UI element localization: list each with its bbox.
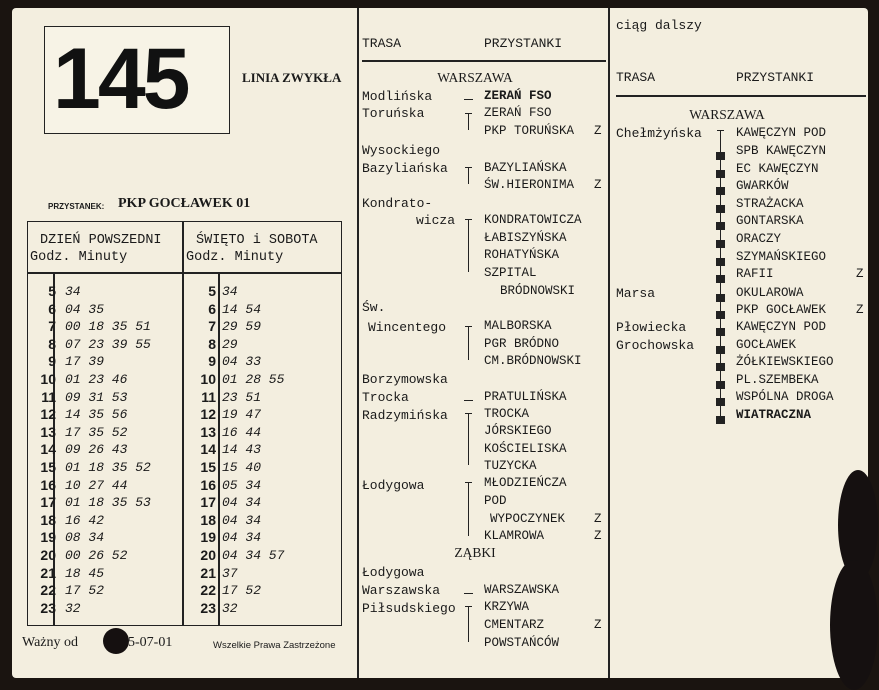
route-dash bbox=[716, 240, 725, 248]
route-dash bbox=[716, 187, 725, 195]
holiday-minutes: 19 47 bbox=[222, 407, 262, 423]
weekday-hour: 13 bbox=[40, 423, 56, 440]
stop-name: POD bbox=[484, 494, 507, 508]
holiday-hour: 8 bbox=[208, 335, 216, 352]
line-number-box bbox=[44, 26, 230, 134]
street-name: Toruńska bbox=[362, 106, 425, 121]
weekday-minutes: 18 45 bbox=[65, 565, 105, 581]
street-name: Wysockiego bbox=[362, 143, 441, 158]
rights-notice: Wszelkie Prawa Zastrzeżone bbox=[213, 640, 336, 651]
stop-name: TUZYCKA bbox=[484, 459, 537, 473]
holiday-hour: 16 bbox=[200, 476, 216, 493]
route-dash bbox=[716, 205, 725, 213]
stop-name: ŚW.HIERONIMA bbox=[484, 178, 575, 192]
weekday-minutes: 10 27 44 bbox=[65, 477, 128, 493]
route-dash bbox=[716, 416, 725, 424]
stop-name: KAWĘCZYN POD bbox=[736, 320, 827, 334]
stop-name: EC KAWĘCZYN bbox=[736, 162, 819, 176]
route-bracket bbox=[468, 326, 469, 360]
holiday-minutes: 15 40 bbox=[222, 460, 262, 475]
route-dash bbox=[464, 99, 473, 100]
stop-name: MŁODZIEŃCZA bbox=[484, 476, 567, 490]
holiday-minutes: 04 34 57 bbox=[222, 548, 285, 563]
weekday-minutes: 01 18 35 53 bbox=[65, 495, 151, 511]
stop-name: ROHATYŃSKA bbox=[484, 248, 560, 262]
route-bracket bbox=[468, 219, 469, 272]
holiday-hour: 6 bbox=[208, 300, 216, 317]
route-tick bbox=[465, 219, 472, 220]
route-header-stops-2: PRZYSTANKI bbox=[736, 70, 815, 85]
route-dash bbox=[716, 311, 725, 319]
route-bracket bbox=[468, 482, 469, 536]
route-dash bbox=[716, 346, 725, 354]
stop-name: PGR BRÓDNO bbox=[484, 337, 560, 351]
stop-name: WIATRACZNA bbox=[736, 408, 812, 422]
weekday-hour: 5 bbox=[48, 283, 56, 299]
stop-name: SZPITAL bbox=[484, 266, 537, 280]
holiday-minutes: 37 bbox=[222, 565, 238, 581]
holiday-minutes: 04 34 bbox=[222, 495, 262, 511]
route-header-trasa: TRASA bbox=[362, 36, 402, 51]
weekday-hour: 22 bbox=[40, 582, 56, 599]
holiday-hour: 21 bbox=[200, 564, 216, 581]
stop-name: ŁABISZYŃSKA bbox=[484, 231, 567, 245]
weekday-minutes: 16 42 bbox=[65, 512, 105, 528]
holiday-minutes: 34 bbox=[222, 284, 238, 299]
street-name: Grochowska bbox=[616, 338, 695, 353]
weekday-minutes: 00 26 52 bbox=[65, 548, 128, 563]
weekday-hour: 6 bbox=[48, 300, 56, 317]
stop-name: CMENTARZ bbox=[484, 618, 545, 632]
stop-name: BRÓDNOWSKI bbox=[500, 284, 576, 298]
route-dash bbox=[716, 363, 725, 371]
weekday-hour: 12 bbox=[40, 406, 56, 423]
route-tick bbox=[465, 113, 472, 114]
weekday-minutes: 00 18 35 51 bbox=[65, 319, 151, 335]
stop-name: POWSTAŃCÓW bbox=[484, 636, 560, 650]
stop-name: ŻÓŁKIEWSKIEGO bbox=[736, 355, 834, 369]
stop-name: WYPOCZYNEK bbox=[490, 512, 566, 526]
route-header-stops: PRZYSTANKI bbox=[484, 36, 563, 51]
city-zabki: ZĄBKI bbox=[454, 545, 496, 560]
street-name: Bazyliańska bbox=[362, 161, 448, 176]
weekday-minutes: 17 52 bbox=[65, 583, 105, 599]
street-name: Łodygowa bbox=[362, 565, 425, 580]
weekday-hour: 21 bbox=[40, 564, 56, 581]
weekday-hour: 16 bbox=[40, 476, 56, 493]
weekday-minutes: 01 23 46 bbox=[65, 372, 128, 387]
holiday-minutes: 29 59 bbox=[222, 319, 262, 335]
holiday-minutes: 05 34 bbox=[222, 477, 262, 493]
holiday-minutes: 14 43 bbox=[222, 442, 262, 458]
weekday-hour: 15 bbox=[40, 459, 56, 475]
line-number: 145 bbox=[53, 31, 188, 127]
request-stop-marker: Z bbox=[594, 124, 602, 138]
weekday-minutes: 08 34 bbox=[65, 530, 105, 546]
weekday-minutes: 14 35 56 bbox=[65, 407, 128, 423]
route-dash bbox=[716, 275, 725, 283]
route-bracket bbox=[468, 113, 469, 130]
stop-name: KLAMROWA bbox=[484, 529, 545, 543]
weekday-hour: 14 bbox=[40, 441, 56, 458]
weekday-minutes: 07 23 39 55 bbox=[65, 336, 151, 352]
holiday-hour: 7 bbox=[208, 318, 216, 335]
route-dash bbox=[716, 294, 725, 302]
route-dash bbox=[464, 593, 473, 594]
stop-name: ZERAŃ FSO bbox=[484, 106, 552, 120]
route-tick bbox=[465, 606, 472, 607]
weekday-minutes: 09 31 53 bbox=[65, 389, 128, 405]
hole-mark bbox=[103, 628, 129, 654]
route-tick bbox=[465, 482, 472, 483]
stop-name: BAZYLIAŃSKA bbox=[484, 161, 567, 175]
stop-name: ZERAŃ FSO bbox=[484, 89, 552, 103]
request-stop-marker: Z bbox=[856, 267, 864, 281]
stop-name: WSPÓLNA DROGA bbox=[736, 390, 834, 404]
street-name: Św. bbox=[362, 300, 386, 315]
holiday-hour: 22 bbox=[200, 582, 216, 599]
weekday-hour: 18 bbox=[40, 511, 56, 528]
route-dash bbox=[716, 222, 725, 230]
holiday-hour: 12 bbox=[200, 406, 216, 423]
street-name: Borzymowska bbox=[362, 372, 448, 387]
stop-name: OKULAROWA bbox=[736, 286, 804, 300]
route-bracket bbox=[468, 606, 469, 642]
stop-name: STRAŻACKA bbox=[736, 197, 804, 211]
valid-date: 5-07-01 bbox=[128, 635, 173, 650]
route-tick bbox=[465, 413, 472, 414]
weekday-subheader: Godz. Minuty bbox=[30, 250, 128, 265]
holiday-header: ŚWIĘTO i SOBOTA bbox=[196, 233, 318, 248]
weekday-hour: 17 bbox=[40, 494, 56, 511]
route-dash bbox=[464, 400, 473, 401]
stop-name: GONTARSKA bbox=[736, 214, 804, 228]
stop-name: GOCŁAWEK bbox=[736, 338, 797, 352]
weekday-minutes: 04 35 bbox=[65, 301, 105, 317]
street-name: Łodygowa bbox=[362, 478, 425, 493]
weekday-minutes: 32 bbox=[65, 600, 81, 616]
holiday-subheader: Godz. Minuty bbox=[186, 250, 284, 265]
holiday-hour: 17 bbox=[200, 494, 216, 511]
stop-name: KONDRATOWICZA bbox=[484, 213, 582, 227]
holiday-minutes: 16 44 bbox=[222, 424, 262, 440]
request-stop-marker: Z bbox=[594, 512, 602, 526]
route-bracket bbox=[468, 413, 469, 465]
continued-label: ciąg dalszy bbox=[616, 18, 702, 33]
street-name: Kondrato- bbox=[362, 196, 433, 211]
stop-name: GWARKÓW bbox=[736, 179, 789, 193]
request-stop-marker: Z bbox=[594, 529, 602, 543]
stop-name: KRZYWA bbox=[484, 600, 530, 614]
street-name: Warszawska bbox=[362, 583, 441, 598]
stop-name: PL.SZEMBEKA bbox=[736, 373, 819, 387]
holiday-hour: 19 bbox=[200, 529, 216, 546]
stop-name: PKP TORUŃSKA bbox=[484, 124, 575, 138]
stop-name: ORACZY bbox=[736, 232, 782, 246]
stop-name: MALBORSKA bbox=[484, 319, 552, 333]
stop-name: RAFII bbox=[736, 267, 774, 281]
weekday-hour: 7 bbox=[48, 318, 56, 335]
holiday-hour: 9 bbox=[208, 353, 216, 370]
stop-name: KAWĘCZYN POD bbox=[736, 126, 827, 140]
street-name: Piłsudskiego bbox=[362, 601, 456, 616]
city-warszawa-2: WARSZAWA bbox=[689, 107, 765, 122]
weekday-hour: 8 bbox=[48, 335, 56, 352]
weekday-minutes: 17 39 bbox=[65, 354, 105, 370]
weekday-minutes: 01 18 35 52 bbox=[65, 460, 151, 475]
route-dash bbox=[716, 381, 725, 389]
holiday-minutes: 29 bbox=[222, 336, 238, 352]
valid-label: Ważny od bbox=[22, 635, 79, 650]
street-name: wicza bbox=[416, 213, 456, 228]
line-type: LINIA ZWYKŁA bbox=[242, 70, 342, 85]
stop-name: SPB KAWĘCZYN bbox=[736, 144, 827, 158]
street-name: Radzymińska bbox=[362, 408, 448, 423]
weekday-header: DZIEŃ POWSZEDNI bbox=[40, 233, 162, 248]
street-name: Modlińska bbox=[362, 89, 433, 104]
weekday-hour: 9 bbox=[48, 353, 56, 370]
request-stop-marker: Z bbox=[594, 178, 602, 192]
route-dash bbox=[716, 170, 725, 178]
weekday-minutes: 34 bbox=[65, 284, 81, 299]
request-stop-marker: Z bbox=[856, 303, 864, 317]
route-dash bbox=[716, 152, 725, 160]
holiday-hour: 5 bbox=[208, 283, 216, 299]
stop-name: JÓRSKIEGO bbox=[484, 424, 552, 438]
weekday-hour: 23 bbox=[40, 599, 56, 616]
stop-name: KOŚCIELISKA bbox=[484, 442, 567, 456]
route-dash bbox=[716, 258, 725, 266]
weekday-minutes: 17 35 52 bbox=[65, 424, 128, 440]
weekday-hour: 11 bbox=[41, 388, 56, 405]
stop-name: PKP GOCŁAWEK bbox=[736, 303, 827, 317]
tear-mark-2 bbox=[830, 560, 878, 690]
holiday-hour: 20 bbox=[200, 547, 216, 563]
holiday-hour: 10 bbox=[200, 371, 216, 387]
weekday-hour: 20 bbox=[40, 547, 56, 563]
holiday-hour: 11 bbox=[201, 388, 216, 405]
weekday-hour: 19 bbox=[40, 529, 56, 546]
route-tick bbox=[717, 130, 724, 131]
route-tick bbox=[465, 326, 472, 327]
holiday-minutes: 32 bbox=[222, 600, 238, 616]
request-stop-marker: Z bbox=[594, 618, 602, 632]
holiday-hour: 18 bbox=[200, 511, 216, 528]
route-dash bbox=[716, 328, 725, 336]
street-name: Płowiecka bbox=[616, 320, 687, 335]
street-name: Marsa bbox=[616, 286, 656, 301]
city-warszawa: WARSZAWA bbox=[437, 70, 513, 85]
route-dash bbox=[716, 398, 725, 406]
holiday-minutes: 04 34 bbox=[222, 530, 262, 546]
street-name: Wincentego bbox=[368, 320, 447, 335]
stop-name: PRATULIŃSKA bbox=[484, 390, 567, 404]
route-tick bbox=[465, 167, 472, 168]
route-header-trasa-2: TRASA bbox=[616, 70, 656, 85]
holiday-hour: 15 bbox=[200, 459, 216, 475]
stop-name: SZYMAŃSKIEGO bbox=[736, 250, 827, 264]
holiday-minutes: 14 54 bbox=[222, 301, 262, 317]
holiday-hour: 14 bbox=[200, 441, 216, 458]
stop-label: PRZYSTANEK: bbox=[48, 202, 105, 211]
route-bracket bbox=[468, 167, 469, 184]
holiday-minutes: 23 51 bbox=[222, 389, 262, 405]
street-name: Trocka bbox=[362, 390, 409, 405]
weekday-hour: 10 bbox=[40, 371, 56, 387]
holiday-minutes: 17 52 bbox=[222, 583, 262, 599]
stop-name: CM.BRÓDNOWSKI bbox=[484, 354, 582, 368]
holiday-minutes: 04 34 bbox=[222, 512, 262, 528]
street-name: Chełmżyńska bbox=[616, 126, 702, 141]
stop-name: TROCKA bbox=[484, 407, 530, 421]
weekday-minutes: 09 26 43 bbox=[65, 442, 128, 458]
stop-name: WARSZAWSKA bbox=[484, 583, 560, 597]
stop-name: PKP GOCŁAWEK 01 bbox=[118, 196, 251, 211]
holiday-hour: 23 bbox=[200, 599, 216, 616]
holiday-minutes: 01 28 55 bbox=[222, 372, 285, 387]
holiday-minutes: 04 33 bbox=[222, 354, 262, 370]
holiday-hour: 13 bbox=[200, 423, 216, 440]
